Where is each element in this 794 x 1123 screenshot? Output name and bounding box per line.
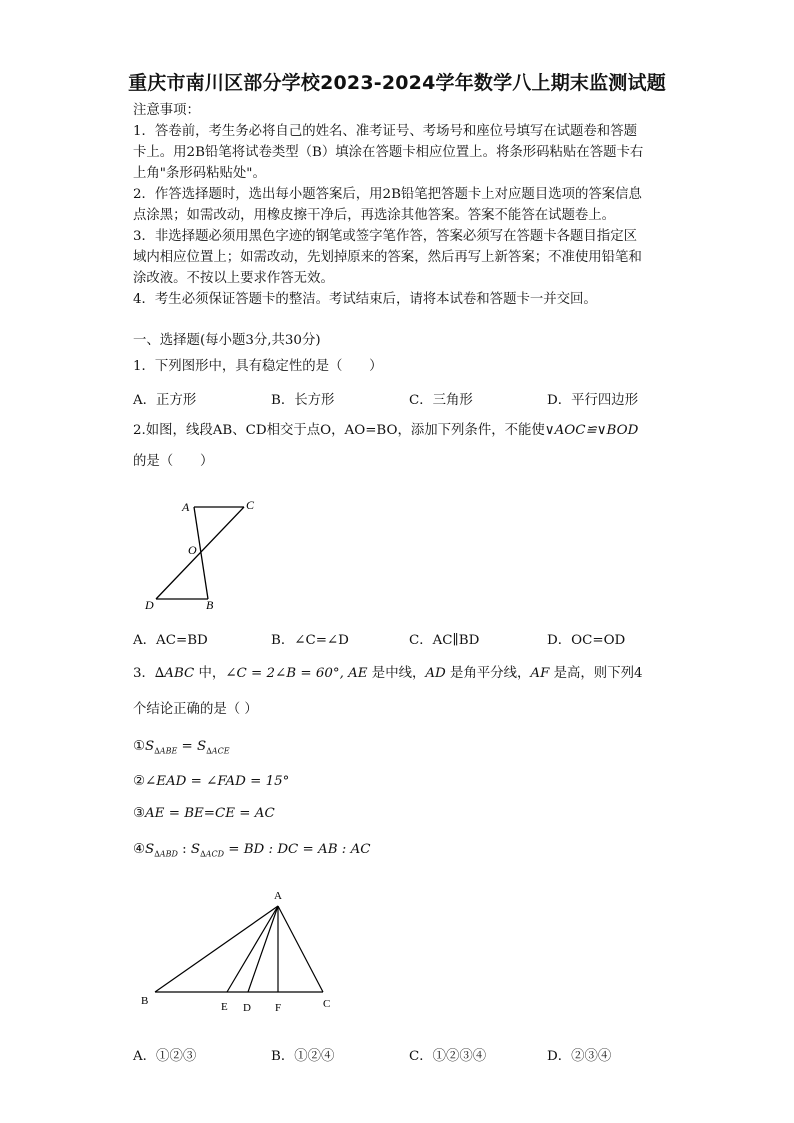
question-1-stem: 1．下列图形中，具有稳定性的是（ ） <box>133 359 383 374</box>
notice-line: 1．答卷前，考生务必将自己的姓名、准考证号、考场号和座位号填写在试题卷和答题 <box>133 124 637 139</box>
area-subscript: ∆ABE <box>154 746 178 756</box>
q3-text: 中， <box>194 666 226 681</box>
q3-lead: 3． <box>133 666 155 681</box>
notice-line: 域内相应位置上；如需改动，先划掉原来的答案，然后再写上新答案；不准使用铅笔和 <box>133 250 642 265</box>
notice-line: 点涂黑；如需改动，用橡皮擦干净后，再选涂其他答案。答案不能答在试题卷上。 <box>133 208 616 223</box>
notice-heading: 注意事项： <box>133 103 200 118</box>
q3-triangle: ∆ABC <box>154 666 195 681</box>
label-d: D <box>243 1002 251 1014</box>
area-symbol: S <box>190 842 201 857</box>
area-subscript: ∆ACD <box>200 849 224 859</box>
q1-option-c: C．三角形 <box>409 393 473 408</box>
q2-figure <box>140 495 270 615</box>
q3-conclusion-2 <box>133 772 289 792</box>
page-title: 重庆市南川区部分学校2023-2024学年数学八上期末监测试题 <box>128 72 666 94</box>
q2-option-b: B．∠C=∠D <box>271 633 349 648</box>
q3-conclusion-4 <box>133 840 370 865</box>
circle-number: ④ <box>133 842 146 857</box>
q3-text: 是中线， <box>367 666 426 681</box>
q3-ad: AD <box>425 666 446 681</box>
notice-line: 2．作答选择题时，选出每小题答案后，用2B铅笔把答题卡上对应题目选项的答案信息 <box>133 187 642 202</box>
q1-option-b: B．长方形 <box>271 393 335 408</box>
circle-number: ③ <box>133 806 146 821</box>
conclusion-text: ∠EAD = ∠FAD = 15° <box>145 774 290 789</box>
q2-option-c: C．AC∥BD <box>409 633 480 648</box>
q1-option-a: A．正方形 <box>133 393 197 408</box>
circle-number: ① <box>133 739 146 754</box>
question-2-stem <box>133 421 638 441</box>
label-e: E <box>221 1001 228 1013</box>
q3-af: AF <box>530 666 550 681</box>
q3-conclusion-3 <box>133 804 275 824</box>
q1-option-d: D．平行四边形 <box>547 393 639 408</box>
q3-option-c: C．①②③④ <box>409 1049 487 1064</box>
conclusion-text: = BD : DC = AB : AC <box>223 842 371 857</box>
notice-line: 3．非选择题必须用黑色字迹的钢笔或签字笔作答，答案必须写在答题卡各题目指定区 <box>133 229 637 244</box>
q3-condition: ∠C = 2∠B = 60°, AE <box>225 666 368 681</box>
label-f: F <box>275 1002 282 1014</box>
notice-line: 上角"条形码粘贴处"。 <box>133 166 266 181</box>
area-symbol: S <box>145 842 155 857</box>
notice-line: 4．考生必须保证答题卡的整洁。考试结束后，请将本试卷和答题卡一并交回。 <box>133 292 597 307</box>
q3-option-d: D．②③④ <box>547 1049 612 1064</box>
q3-conclusion-1 <box>133 737 230 762</box>
q2-stem-text: 2.如图，线段AB、CD相交于点O，AO=BO，添加下列条件，不能使 <box>133 423 545 438</box>
q2-option-d: D．OC=OD <box>547 633 626 648</box>
ratio-sign: : <box>177 842 191 857</box>
notice-line: 涂改液。不按以上要求作答无效。 <box>133 271 334 286</box>
segment-ac <box>278 906 323 992</box>
segment-cd <box>156 507 244 599</box>
label-c: C <box>246 498 255 512</box>
label-o: O <box>188 543 197 557</box>
conclusion-text: AE = BE=CE = AC <box>145 806 275 821</box>
notice-line: 卡上。用2B铅笔将试卷类型（B）填涂在答题卡相应位置上。将条形码粘贴在答题卡右 <box>133 145 644 160</box>
label-c: C <box>323 998 331 1010</box>
area-symbol: S <box>197 739 207 754</box>
question-2-stem-end: 的是（ ） <box>133 454 214 469</box>
area-subscript: ∆ACE <box>206 746 230 756</box>
label-a: A <box>274 890 282 902</box>
q3-option-b: B．①②④ <box>271 1049 335 1064</box>
q3-figure <box>135 882 345 1017</box>
question-3-stem <box>133 664 643 684</box>
label-d: D <box>145 598 154 612</box>
label-b: B <box>141 995 149 1007</box>
area-subscript: ∆ABD <box>154 849 178 859</box>
label-a: A <box>182 500 190 514</box>
q3-text: 是角平分线， <box>445 666 531 681</box>
q2-option-a: A．AC=BD <box>133 633 208 648</box>
equals: = <box>177 739 198 754</box>
label-b: B <box>206 598 214 612</box>
circle-number: ② <box>133 774 146 789</box>
q3-text: 是高，则下列4 <box>549 666 643 681</box>
section-heading: 一、选择题(每小题3分,共30分) <box>133 333 321 348</box>
q3-option-a: A．①②③ <box>133 1049 197 1064</box>
segment-ab <box>155 906 278 992</box>
q2-stem-math: ∨AOC≌∨BOD <box>544 423 639 438</box>
area-symbol: S <box>145 739 155 754</box>
question-3-line2: 个结论正确的是（ ） <box>133 702 258 717</box>
